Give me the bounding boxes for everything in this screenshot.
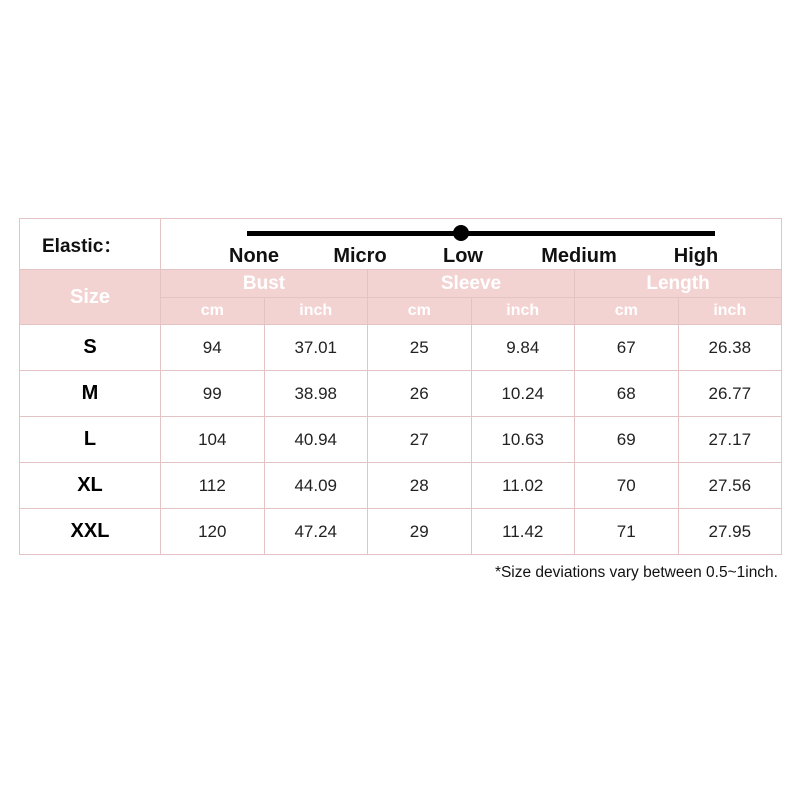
- table-cell: 38.98: [264, 371, 368, 417]
- table-row: [20, 371, 782, 417]
- header-length: Length: [575, 270, 782, 298]
- table-cell: 27.95: [678, 509, 782, 555]
- table-cell: 104: [161, 417, 265, 463]
- table-cell: 112: [161, 463, 265, 509]
- table-cell: 68: [575, 371, 679, 417]
- table-cell: 71: [575, 509, 679, 555]
- elastic-option-micro: Micro: [333, 245, 387, 267]
- table-cell: 10.63: [471, 417, 575, 463]
- size-cell: S: [20, 325, 161, 371]
- size-deviation-note: *Size deviations vary between 0.5~1inch.: [494, 564, 778, 581]
- elastic-option-none: None: [229, 245, 279, 267]
- table-cell: 37.01: [264, 325, 368, 371]
- table-cell: 69: [575, 417, 679, 463]
- table-cell: 26.38: [678, 325, 782, 371]
- table-cell: 67: [575, 325, 679, 371]
- table-cell: 26.77: [678, 371, 782, 417]
- table-cell: 11.42: [471, 509, 575, 555]
- table-cell: 120: [161, 509, 265, 555]
- table-cell: 27.56: [678, 463, 782, 509]
- unit-header: inch: [678, 298, 782, 325]
- elastic-option-low: Low: [443, 245, 483, 267]
- size-chart-table: [19, 218, 782, 555]
- table-cell: 9.84: [471, 325, 575, 371]
- size-cell: M: [20, 371, 161, 417]
- table-cell: 25: [368, 325, 472, 371]
- unit-header: inch: [471, 298, 575, 325]
- elastic-option-high: High: [673, 245, 719, 267]
- table-row: [20, 325, 782, 371]
- table-cell: 27.17: [678, 417, 782, 463]
- table-cell: 40.94: [264, 417, 368, 463]
- unit-header: inch: [264, 298, 368, 325]
- unit-header: cm: [575, 298, 679, 325]
- unit-header: cm: [161, 298, 265, 325]
- table-cell: 44.09: [264, 463, 368, 509]
- elastic-label: Elastic：: [20, 219, 161, 270]
- table-cell: 29: [368, 509, 472, 555]
- table-cell: 94: [161, 325, 265, 371]
- table-cell: 28: [368, 463, 472, 509]
- table-row: [20, 509, 782, 555]
- elastic-scale-marker: [453, 225, 469, 241]
- size-cell: XL: [20, 463, 161, 509]
- header-sleeve: Sleeve: [368, 270, 575, 298]
- elastic-scale: [161, 219, 782, 270]
- table-cell: 27: [368, 417, 472, 463]
- table-cell: 11.02: [471, 463, 575, 509]
- size-cell: XXL: [20, 509, 161, 555]
- table-row: [20, 463, 782, 509]
- elastic-row: [20, 219, 782, 270]
- size-cell: L: [20, 417, 161, 463]
- header-group-row: [20, 270, 782, 298]
- unit-header: cm: [368, 298, 472, 325]
- table-cell: 47.24: [264, 509, 368, 555]
- table-row: [20, 417, 782, 463]
- table-cell: 10.24: [471, 371, 575, 417]
- size-header: Size: [20, 270, 161, 325]
- header-bust: Bust: [161, 270, 368, 298]
- table-cell: 70: [575, 463, 679, 509]
- table-cell: 26: [368, 371, 472, 417]
- elastic-scale-line: [247, 231, 715, 236]
- table-cell: 99: [161, 371, 265, 417]
- elastic-option-medium: Medium: [541, 245, 617, 267]
